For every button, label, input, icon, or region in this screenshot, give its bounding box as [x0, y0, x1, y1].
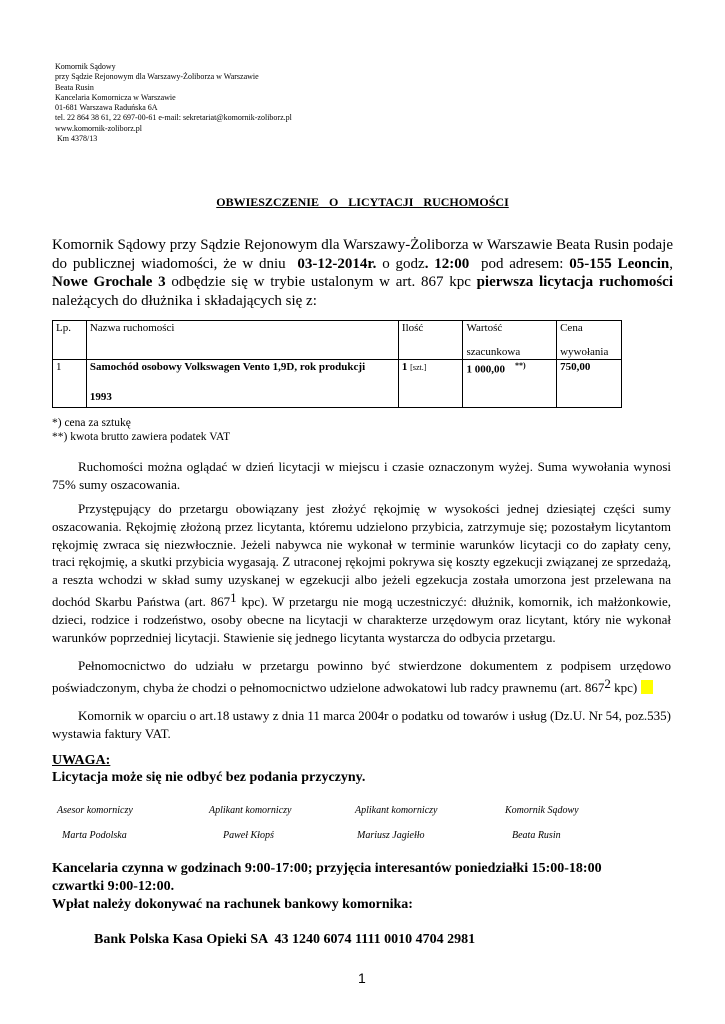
intro-text: , [669, 255, 673, 272]
table-row [53, 360, 622, 408]
header-line: Beata Rusin [55, 82, 94, 92]
header-line: Komornik Sądowy [55, 62, 116, 71]
col-price-l2: wywołania [560, 346, 609, 358]
footnote-price: *) cena za sztukę [52, 417, 131, 429]
article-superscript: 2 [604, 675, 611, 691]
bailiff-header [55, 62, 292, 144]
signature-name: Beata Rusin [512, 830, 561, 841]
table-header-row [53, 321, 622, 360]
document-title: OBWIESZCZENIE O LICYTACJI RUCHOMOŚCI [216, 195, 509, 209]
col-qty: Ilość [398, 321, 463, 360]
notice-heading: UWAGA: [52, 753, 111, 768]
col-value [463, 321, 557, 360]
auction-address-street: Nowe Grochale 3 [52, 274, 166, 290]
header-line: tel. 22 864 38 61, 22 697-00-61 e-mail: sekretariat@komornik-zoliborz.pl [55, 113, 292, 123]
col-value-l1: Wartość [466, 322, 503, 334]
deposit-text: Przystępujący do przetargu obowiązany jest złożyć rękojmię w wysokości jednej dziesiątej części sumy oszacowania. Rękojmię złożoną przez licytanta, któremu udzielono przybicia, zatrzymuje się; pozostałym licytantom rękojmię zwraca się niezwłocznie. Jeżeli nabywca nie wykonał w terminie warunków licytacji co do zapłaty ceny, traci rękojmię, a skutki przybicia wygasają. Z utraconej rękojmi pokrywa się koszty egzekucji związanej ze sprzedażą, a reszta wchodzi w skład sumy uzyskanej w egzekucji albo jeżeli egzekucja została umorzona jest przelewana na dochód Skarbu Państwa (art. 867 [52, 501, 671, 609]
value-footnote-mark: **) [514, 361, 526, 370]
col-name: Nazwa ruchomości [86, 321, 398, 360]
row-value [463, 360, 557, 408]
signature-name: Paweł Kłopś [223, 830, 274, 841]
auction-time: . 12:00 [424, 255, 470, 272]
footnote-vat: **) kwota brutto zawiera podatek VAT [52, 431, 231, 443]
payment-info: Wpłat należy dokonywać na rachunek bankowy komornika: [52, 897, 413, 912]
header-line: www.komornik-zoliborz.pl [55, 123, 143, 133]
auction-type: pierwsza licytacja ruchomości [476, 274, 673, 290]
intro-paragraph [52, 236, 677, 310]
item-unit: [szt.] [410, 363, 427, 372]
items-table [52, 320, 622, 408]
col-price [557, 321, 622, 360]
col-price-l1: Cena [560, 322, 583, 334]
highlight-mark [641, 680, 653, 694]
deposit-text: kpc). W przetargu nie mogą uczestniczyć: dłużnik, komornik, ich małżonkowie, dzieci, rodzice i rodzeństwo, osoby obecne na licytacji w charakterze urzędowym oraz licytant, który nie wykonał warunków poprzedniej licytacji. Stawienie się jednego licytanta wystarcza do odbycia przetargu. [52, 593, 671, 645]
row-lp: 1 [53, 360, 87, 408]
auction-address: 05-155 Leoncin [569, 255, 670, 272]
row-name [86, 360, 398, 408]
intro-text: o godz [376, 255, 425, 272]
row-qty [398, 360, 463, 408]
col-lp: Lp. [53, 321, 87, 360]
article-superscript: 1 [230, 589, 237, 605]
signature-role: Aplikant komorniczy [209, 805, 292, 816]
item-value: 1 000,00 [466, 363, 505, 376]
paragraph-vat-invoice: Komornik w oparciu o art.18 ustawy z dnia 11 marca 2004r o podatku od towarów i usług (Dz.U. Nr 54, poz.535) wystawia faktury VAT. [52, 708, 671, 741]
signature-role: Asesor komorniczy [57, 805, 133, 816]
item-name: Samochód osobowy Volkswagen Vento 1,9D, rok produkcji [89, 361, 366, 373]
paragraph-deposit [52, 500, 671, 646]
page-number: 1 [358, 970, 366, 986]
intro-text: należących do dłużnika i składających się z: [52, 292, 317, 309]
header-line: Kancelaria Komornicza w Warszawie [55, 92, 176, 102]
header-line: przy Sądzie Rejonowym dla Warszawy-Żoliborza w Warszawie [55, 72, 259, 82]
office-hours: Kancelaria czynna w godzinach 9:00-17:00; przyjęcia interesantów poniedziałki 15:00-18:00 [52, 861, 602, 876]
footnotes [52, 416, 230, 444]
intro-text: Komornik Sądowy przy Sądzie Rejonowym dla Warszawy-Żoliborza w Warszawie Beata Rusin podaje do publicznej wiadomości, że w dniu [52, 237, 677, 272]
intro-text: odbędzie się w trybie ustalonym w art. 867 kpc [165, 274, 477, 290]
signature-role: Aplikant komorniczy [355, 805, 438, 816]
row-price [557, 360, 622, 408]
item-year: 1993 [89, 391, 112, 403]
office-hours-thursday: czwartki 9:00-12:00. [52, 879, 175, 894]
attorney-text: Pełnomocnictwo do udziału w przetargu powinno być stwierdzone dokumentem z podpisem urzędowo poświadczonym, chyba że chodzi o pełnomocnictwo udzielone adwokatowi lub radcy prawnemu (art. 867 [52, 658, 671, 695]
signature-name: Mariusz Jagiełło [357, 830, 425, 841]
auction-date: 03-12-2014r. [297, 255, 377, 272]
office-info [52, 860, 692, 914]
col-value-l2: szacunkowa [466, 346, 521, 358]
intro-text: pod adresem: [469, 255, 570, 272]
signature-name: Marta Podolska [62, 830, 127, 841]
paragraph-viewing: Ruchomości można oglądać w dzień licytacji w miejscu i czasie oznaczonym wyżej. Suma wywołania wynosi 75% sumy oszacowania. [52, 459, 671, 492]
item-qty: 1 [401, 361, 408, 373]
case-number: Km 4378/13 [55, 134, 98, 144]
header-line: 01-681 Warszawa Raduńska 6A [55, 103, 158, 113]
notice-text: Licytacja może się nie odbyć bez podania przyczyny. [52, 770, 366, 785]
item-price: 750,00 [560, 361, 591, 373]
signature-role: Komornik Sądowy [505, 805, 579, 816]
paragraph-power-of-attorney [52, 657, 671, 697]
attorney-text: kpc) [610, 679, 638, 695]
bank-account: Bank Polska Kasa Opieki SA 43 1240 6074 1111 0010 4704 2981 [94, 932, 476, 947]
